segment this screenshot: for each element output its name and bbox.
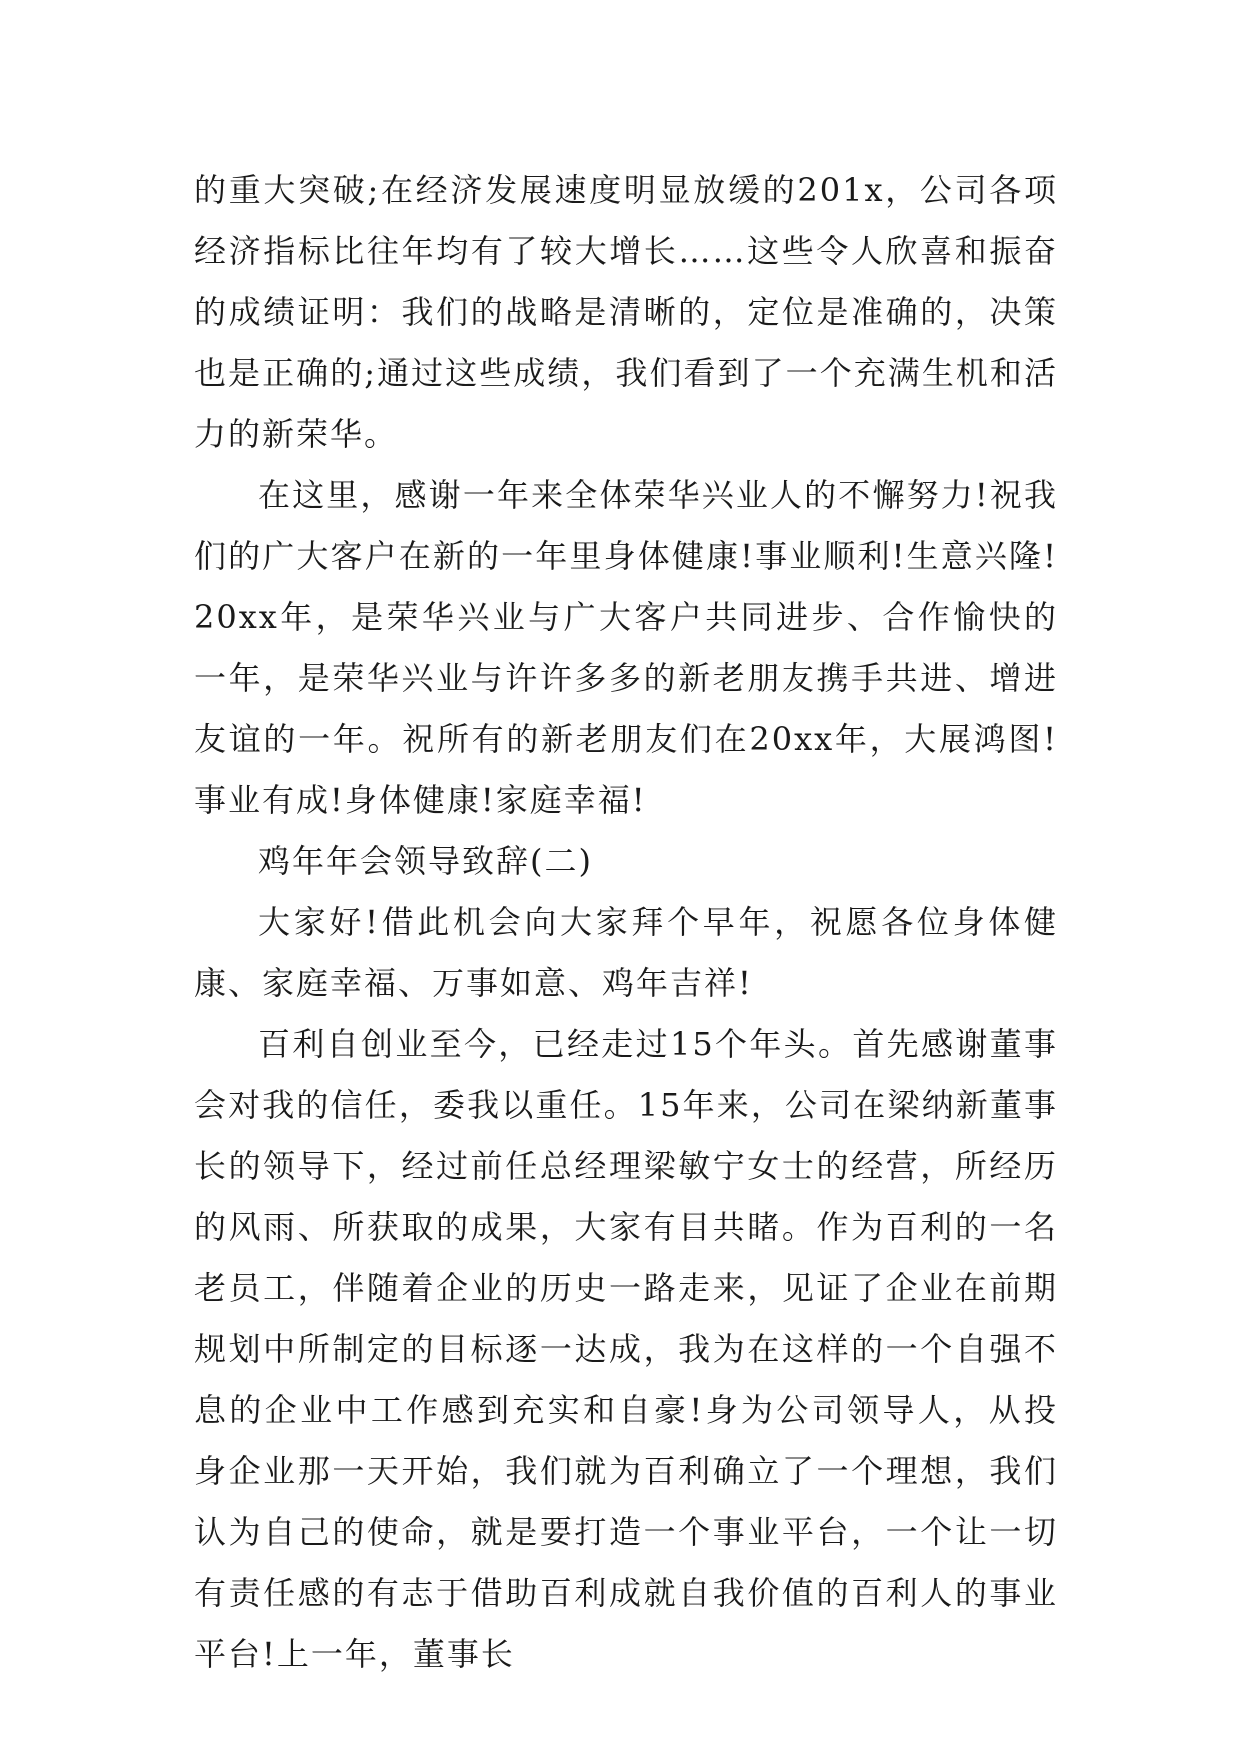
document-body [194,160,1058,1685]
paragraph-3: 大家好!借此机会向大家拜个早年，祝愿各位身体健康、家庭幸福、万事如意、鸡年吉祥! [194,903,1058,1002]
section-heading: 鸡年年会领导致辞(二) [258,842,593,880]
paragraph-2: 在这里，感谢一年来全体荣华兴业人的不懈努力!祝我们的广大客户在新的一年里身体健康!事业顺利!生意兴隆!20xx年，是荣华兴业与广大客户共同进步、合作愉快的一年，是荣华兴业与许许多多的新老朋友携手共进、增进友谊的一年。祝所有的新老朋友们在20xx年，大展鸿图!事业有成!身体健康!家庭幸福! [194,476,1058,819]
paragraph-4: 百利自创业至今，已经走过15个年头。首先感谢董事会对我的信任，委我以重任。15年来，公司在梁纳新董事长的领导下，经过前任总经理梁敏宁女士的经营，所经历的风雨、所获取的成果，大家有目共睹。作为百利的一名老员工，伴随着企业的历史一路走来，见证了企业在前期规划中所制定的目标逐一达成，我为在这样的一个自强不息的企业中工作感到充实和自豪!身为公司领导人，从投身企业那一天开始，我们就为百利确立了一个理想，我们认为自己的使命，就是要打造一个事业平台，一个让一切有责任感的有志于借助百利成就自我价值的百利人的事业平台!上一年，董事长 [194,1025,1058,1673]
paragraph-1: 的重大突破;在经济发展速度明显放缓的201x，公司各项经济指标比往年均有了较大增长……这些令人欣喜和振奋的成绩证明：我们的战略是清晰的，定位是准确的，决策也是正确的;通过这些成绩，我们看到了一个充满生机和活力的新荣华。 [194,171,1058,453]
